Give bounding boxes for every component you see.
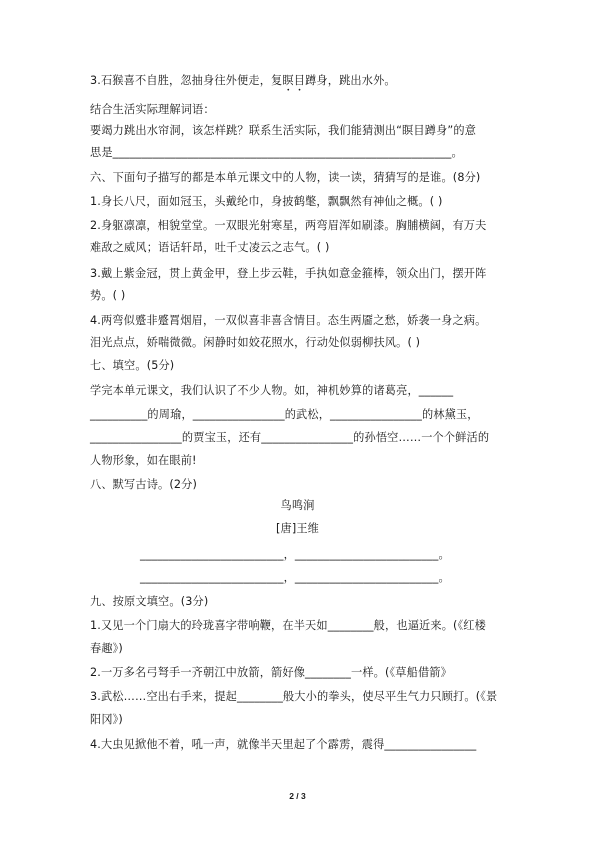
s7-line-3[interactable]: ________________的贾宝玉，还有________________的孙悟空……一个个鲜活的 bbox=[90, 431, 490, 444]
s6-item-2-line-2[interactable]: 难敌之威风；语话轩昂，吐千丈凌云之志气。( ) bbox=[90, 241, 330, 254]
s6-item-2-line-1: 2.身躯凛凛，相貌堂堂。一双眼光射寒星，两弯眉浑如刷漆。胸脯横阔，有万夫 bbox=[90, 219, 487, 232]
section-7-title: 七、填空。(5分) bbox=[90, 359, 175, 372]
life-title: 结合生活实际理解词语： bbox=[90, 103, 215, 116]
section-9-title: 九、按原文填空。(3分) bbox=[90, 595, 209, 608]
s6-item-1[interactable]: 1.身长八尺，面如冠玉，头戴纶巾，身披鹤氅，飘飘然有神仙之概。( ) bbox=[90, 195, 443, 208]
s7-line-4: 人物形象，如在眼前! bbox=[90, 454, 197, 467]
s7-line-2[interactable]: __________的周瑜，________________的武松，________________的林黛玉， bbox=[90, 408, 479, 421]
poem-author: [唐]王维 bbox=[275, 522, 320, 535]
s9-item-3-line-2: 阳冈》) bbox=[90, 713, 123, 726]
poem-blank-line-2[interactable]: _________________________，_________________________。 bbox=[140, 571, 450, 584]
poem-title: 鸟鸣涧 bbox=[280, 499, 315, 512]
s9-item-3-line-1[interactable]: 3.武松……空出右手来，提起________般大小的拳头，使尽平生气力只顾打。(《景 bbox=[90, 690, 498, 703]
life-answer-blank[interactable]: 思是___________________________________________________________。 bbox=[90, 146, 463, 159]
s9-item-1-line-2: 春趣》) bbox=[90, 642, 123, 655]
s6-item-3-line-2[interactable]: 势。( ) bbox=[90, 289, 126, 302]
page-number: 2 / 3 bbox=[289, 791, 306, 801]
poem-blank-line-1[interactable]: _________________________，_________________________。 bbox=[140, 548, 450, 561]
section-6-title: 六、下面句子描写的都是本单元课文中的人物，读一读，猜猜写的是谁。(8分) bbox=[90, 171, 481, 184]
s9-item-2[interactable]: 2.一万多名弓弩手一齐朝江中放箭，箭好像________一样。(《草船借箭》 bbox=[90, 666, 452, 679]
s6-item-3-line-1: 3.戴上紫金冠，贯上黄金甲，登上步云鞋，手执如意金箍棒，领众出门，摆开阵 bbox=[90, 267, 487, 280]
s9-item-1-line-1[interactable]: 1.又见一个门扇大的玲珑喜字带响鞭，在半天如________般，也逼近来。(《红楼 bbox=[90, 619, 486, 632]
s7-line-1[interactable]: 学完本单元课文，我们认识了不少人物。如，神机妙算的诸葛亮，______ bbox=[90, 384, 454, 397]
s9-item-4[interactable]: 4.大虫见掀他不着，吼一声，就像半天里起了个霹雳，震得________________ bbox=[90, 738, 477, 751]
q3-emphasized-word: 瞑目 bbox=[282, 74, 306, 87]
q3-text-b: 蹲身，跳出水外。 bbox=[305, 74, 396, 87]
section-8-title: 八、默写古诗。(2分) bbox=[90, 478, 197, 491]
s6-item-4-line-2[interactable]: 泪光点点，娇喘微微。闲静时如姣花照水，行动处似弱柳扶风。( ) bbox=[90, 336, 421, 349]
q3-text-a: 3.石猴喜不自胜，忽抽身往外便走，复 bbox=[90, 74, 283, 87]
s6-item-4-line-1: 4.两弯似蹙非蹙罥烟眉，一双似喜非喜含情目。态生两靥之愁，娇袭一身之病。 bbox=[90, 314, 487, 327]
q3-sentence bbox=[90, 74, 396, 94]
life-question: 要竭力跳出水帘洞，该怎样跳？联系生活实际，我们能猜测出“瞑目蹲身”的意 bbox=[90, 124, 477, 137]
